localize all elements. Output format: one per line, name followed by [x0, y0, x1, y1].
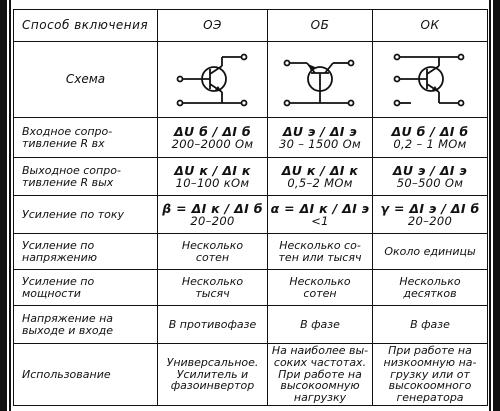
text-line: Универсальное. — [166, 355, 259, 369]
usage-ob — [268, 344, 373, 406]
left-border-bar — [0, 0, 9, 411]
header-ob: ОБ — [268, 10, 373, 42]
input-resistance-ob — [268, 118, 373, 158]
value-range: 0,5–2 МОм — [287, 176, 353, 191]
voltage-gain-oe — [158, 234, 268, 270]
schema-row — [14, 42, 488, 118]
voltage-gain-ob — [268, 234, 373, 270]
text-line: тысяч — [195, 286, 230, 300]
header-ok: ОК — [373, 10, 488, 42]
transistor-ok-icon — [391, 49, 469, 111]
schema-ob-cell — [268, 42, 373, 118]
output-resistance-ok — [373, 158, 488, 196]
input-resistance-ok — [373, 118, 488, 158]
label-line: Выходное сопро- — [22, 163, 121, 177]
formula: α = ΔI к / ΔI э — [270, 200, 370, 216]
label-line: тивление R вх — [22, 136, 105, 150]
header-oe: ОЭ — [158, 10, 268, 42]
phase-label — [14, 306, 158, 344]
label-line: Усиление по — [22, 274, 95, 288]
text-line: высокоомного — [388, 379, 472, 393]
usage-row — [14, 344, 488, 406]
schema-oe-cell — [158, 42, 268, 118]
text-line: Усилитель и — [176, 367, 249, 381]
label-line: тивление R вых — [22, 175, 114, 189]
label-line: Усиление по — [22, 238, 95, 252]
transistor-ob-icon — [281, 49, 359, 111]
current-gain-ob — [268, 196, 373, 234]
transistor-oe-icon — [174, 49, 252, 111]
output-resistance-row — [14, 158, 488, 196]
text-line: тен или тысяч — [278, 250, 362, 264]
label-line: Напряжение на — [22, 311, 114, 325]
value-range: 50–500 Ом — [396, 176, 464, 191]
text-line: нагрузку — [293, 391, 347, 405]
value-range: 200–2000 Ом — [171, 137, 254, 152]
formula: ΔU к / ΔI к — [281, 162, 359, 178]
formula: ΔU э / ΔI э — [392, 162, 468, 178]
text-line: генератора — [396, 391, 464, 405]
usage-oe — [158, 344, 268, 406]
output-resistance-oe — [158, 158, 268, 196]
label-line: мощности — [22, 286, 81, 300]
formula: ΔU к / ΔI к — [174, 162, 251, 178]
formula: γ = ΔI э / ΔI б — [380, 200, 480, 216]
label-line: выходе и входе — [22, 323, 114, 337]
value-range: 30 – 1500 Ом — [279, 137, 361, 152]
output-resistance-ob — [268, 158, 373, 196]
value-range: 0,2 – 1 МОм — [393, 137, 467, 152]
text-line: грузку или от — [390, 367, 470, 381]
current-gain-ok — [373, 196, 488, 234]
value-range: 20–200 — [190, 214, 235, 229]
power-gain-oe — [158, 270, 268, 306]
phase-row — [14, 306, 488, 344]
text-line: фазоинвертор — [170, 379, 255, 393]
text-line: При работе на — [278, 367, 362, 381]
phase-ob: В фазе — [268, 306, 373, 344]
text-line: соких частотах. — [273, 355, 367, 369]
schema-label: Схема — [14, 42, 158, 118]
input-resistance-row — [14, 118, 488, 158]
connection-types-table — [13, 9, 488, 406]
text-line: десятков — [403, 286, 457, 300]
phase-ok: В фазе — [373, 306, 488, 344]
label-line: напряжению — [22, 250, 98, 264]
right-border-bar — [491, 0, 500, 411]
text-line: На наиболее вы- — [271, 343, 369, 357]
text-line: Несколько со- — [279, 238, 361, 252]
formula: ΔU б / ΔI б — [391, 123, 469, 139]
schema-ok-cell — [373, 42, 488, 118]
phase-oe: В противофазе — [158, 306, 268, 344]
input-resistance-oe — [158, 118, 268, 158]
formula: ΔU э / ΔI э — [282, 123, 358, 139]
text-line: Несколько — [399, 274, 461, 288]
text-line: высокоомную — [280, 379, 360, 393]
value-range: 20–200 — [407, 214, 453, 229]
text-line: Несколько — [289, 274, 351, 288]
voltage-gain-ok: Около единицы — [373, 234, 488, 270]
current-gain-label: Усиление по току — [14, 196, 158, 234]
text-line: сотен — [303, 286, 337, 300]
output-resistance-label — [14, 158, 158, 196]
power-gain-row — [14, 270, 488, 306]
usage-ok — [373, 344, 488, 406]
text-line: низкоомную на- — [383, 355, 477, 369]
input-resistance-label — [14, 118, 158, 158]
power-gain-ok — [373, 270, 488, 306]
value-range: 10–100 кОм — [175, 176, 250, 191]
power-gain-ob — [268, 270, 373, 306]
text-line: Несколько — [181, 238, 244, 252]
text-line: Несколько — [181, 274, 244, 288]
formula: β = ΔI к / ΔI б — [162, 200, 263, 216]
formula: ΔU б / ΔI б — [174, 123, 251, 139]
header-label: Способ включения — [14, 10, 158, 42]
text-line: При работе на — [388, 343, 472, 357]
power-gain-label — [14, 270, 158, 306]
value-range: <1 — [311, 214, 329, 229]
header-row — [14, 10, 488, 42]
current-gain-oe — [158, 196, 268, 234]
text-line: сотен — [195, 250, 230, 264]
current-gain-row — [14, 196, 488, 234]
usage-label: Использование — [14, 344, 158, 406]
voltage-gain-row — [14, 234, 488, 270]
voltage-gain-label — [14, 234, 158, 270]
label-line: Входное сопро- — [22, 124, 113, 138]
